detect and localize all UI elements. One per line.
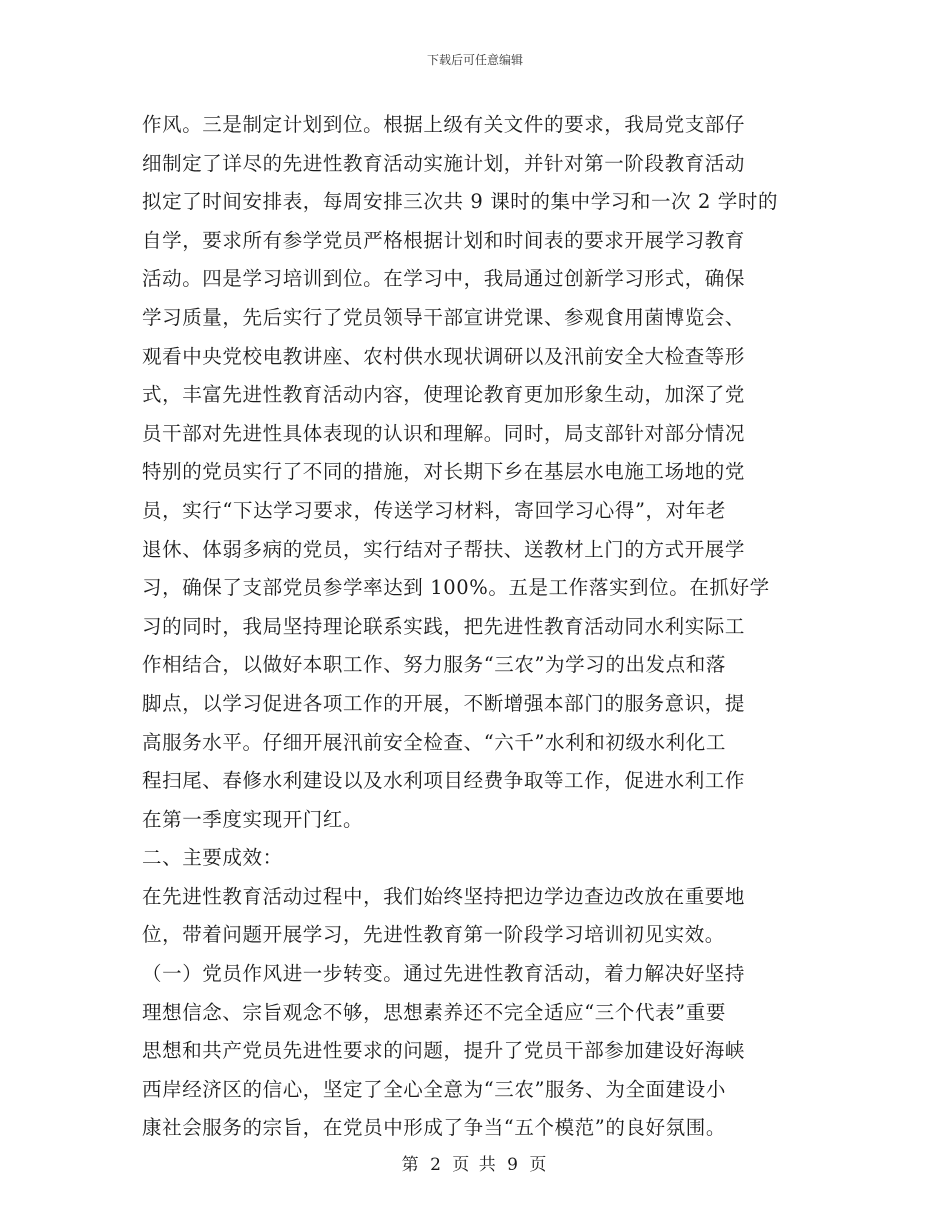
subsection-line: （一）党员作风进一步转变。通过先进性教育活动，着力解决好坚持	[142, 962, 746, 986]
body-line: 在先进性教育活动过程中，我们始终坚持把边学边查边改放在重要地	[142, 884, 746, 908]
body-line: 员，实行“下达学习要求，传送学习材料，寄回学习心得”，对年老	[142, 498, 726, 522]
body-line: 自学，要求所有参学党员严格根据计划和时间表的要求开展学习教育	[142, 228, 746, 252]
body-line: 西岸经济区的信心，坚定了全心全意为“三农”服务、为全面建设小	[142, 1077, 726, 1101]
footer-middle: 页 共	[452, 1155, 498, 1175]
footer-prefix: 第	[401, 1155, 421, 1175]
footer-suffix: 页	[529, 1155, 549, 1175]
document-body	[142, 106, 812, 1148]
total-pages-number: 9	[507, 1155, 520, 1175]
body-line: 员干部对先进性具体表现的认识和理解。同时，局支部针对部分情况	[142, 421, 746, 445]
body-line: 理想信念、宗旨观念不够，思想素养还不完全适应“三个代表”重要	[142, 1000, 726, 1024]
section-heading: 二、主要成效：	[142, 846, 283, 870]
body-line: 康社会服务的宗旨，在党员中形成了争当“五个模范”的良好氛围。	[142, 1116, 726, 1140]
body-line: 观看中央党校电教讲座、农村供水现状调研以及汛前安全大检查等形	[142, 344, 746, 368]
header-text: 下载后可任意编辑	[426, 53, 523, 67]
body-line: 活动。四是学习培训到位。在学习中，我局通过创新学习形式，确保	[142, 267, 746, 291]
body-line: 式，丰富先进性教育活动内容，使理论教育更加形象生动，加深了党	[142, 383, 746, 407]
body-line: 作风。三是制定计划到位。根据上级有关文件的要求，我局党支部仔	[142, 113, 746, 136]
body-line: 习，确保了支部党员参学率达到 100%。五是工作落实到位。在抓好学	[142, 576, 770, 600]
body-line: 习的同时，我局坚持理论联系实践，把先进性教育活动同水利实际工	[142, 614, 746, 638]
body-line: 细制定了详尽的先进性教育活动实施计划，并针对第一阶段教育活动	[142, 151, 746, 175]
body-line: 学习质量，先后实行了党员领导干部宣讲党课、参观食用菌博览会、	[142, 305, 746, 329]
body-line: 思想和共产党员先进性要求的问题，提升了党员干部参加建设好海峡	[142, 1039, 746, 1063]
body-line: 拟定了时间安排表，每周安排三次共 9 课时的集中学习和一次 2 学时的	[142, 190, 779, 214]
page-header	[0, 52, 950, 68]
body-line: 脚点，以学习促进各项工作的开展，不断增强本部门的服务意识，提	[142, 691, 746, 715]
body-line: 退休、体弱多病的党员，实行结对子帮扶、送教材上门的方式开展学	[142, 537, 746, 561]
current-page-number: 2	[430, 1155, 443, 1175]
page-footer	[0, 1154, 950, 1176]
body-line: 程扫尾、春修水利建设以及水利项目经费争取等工作，促进水利工作	[142, 769, 746, 793]
body-line: 在第一季度实现开门红。	[142, 807, 364, 831]
body-line: 位，带着问题开展学习，先进性教育第一阶段学习培训初见实效。	[142, 923, 725, 947]
body-line: 作相结合，以做好本职工作、努力服务“三农”为学习的出发点和落	[142, 653, 726, 677]
body-line: 特别的党员实行了不同的措施，对长期下乡在基层水电施工场地的党	[142, 460, 746, 484]
body-line: 高服务水平。仔细开展汛前安全检查、“六千”水利和初级水利化工	[142, 730, 726, 754]
